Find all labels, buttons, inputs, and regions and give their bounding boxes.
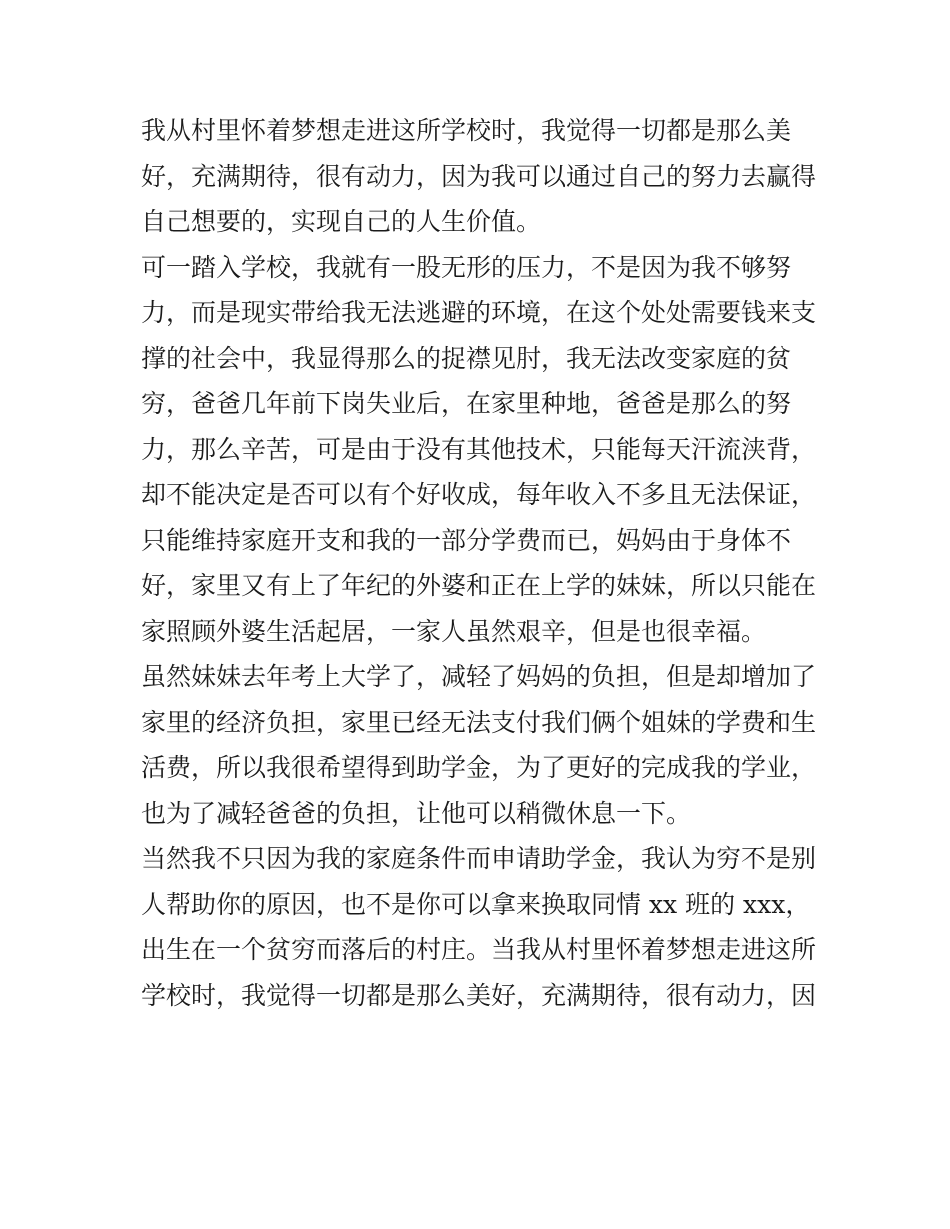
text-line: 我从村里怀着梦想走进这所学校时，我觉得一切都是那么美 [141, 116, 792, 145]
text-line: 只能维持家庭开支和我的一部分学费而已，妈妈由于身体不 [141, 525, 792, 555]
text-line: 家照顾外婆生活起居，一家人虽然艰辛，但是也很幸福。 [141, 616, 767, 646]
text-line: 家里的经济负担，家里已经无法支付我们俩个姐妹的学费和生 [141, 707, 817, 737]
text-line: 活费，所以我很希望得到助学金，为了更好的完成我的学业， [141, 753, 817, 782]
text-line: 出生在一个贫穷而落后的村庄。当我从村里怀着梦想走进这所 [141, 935, 817, 964]
text-line: 学校时，我觉得一切都是那么美好，充满期待，很有动力，因 [141, 980, 817, 1010]
text-line: 虽然妹妹去年考上大学了，减轻了妈妈的负担，但是却增加了 [141, 662, 817, 691]
text-line: 自己想要的，实现自己的人生价值。 [141, 207, 542, 236]
text-line: 好，充满期待，很有动力，因为我可以通过自己的努力去赢得 [141, 161, 817, 191]
text-line: 当然我不只因为我的家庭条件而申请助学金，我认为穷不是别 [141, 844, 817, 873]
text-line: 好，家里又有上了年纪的外婆和正在上学的妹妹，所以只能在 [141, 571, 817, 600]
text-line: 穷，爸爸几年前下岗失业后，在家里种地，爸爸是那么的努 [141, 389, 792, 418]
document-body [141, 108, 821, 1018]
text-line: 也为了减轻爸爸的负担，让他可以稍微休息一下。 [141, 798, 692, 828]
text-line: 撑的社会中，我显得那么的捉襟见肘，我无法改变家庭的贫 [141, 343, 792, 373]
text-line: 力，那么辛苦，可是由于没有其他技术，只能每天汗流浃背， [141, 434, 817, 464]
text-line: 力，而是现实带给我无法逃避的环境，在这个处处需要钱来支 [141, 298, 817, 327]
text-line: 人帮助你的原因，也不是你可以拿来换取同情 xx 班的 xxx， [141, 889, 811, 919]
text-line: 却不能决定是否可以有个好收成，每年收入不多且无法保证， [141, 480, 817, 509]
text-line: 可一踏入学校，我就有一股无形的压力，不是因为我不够努 [141, 252, 792, 282]
